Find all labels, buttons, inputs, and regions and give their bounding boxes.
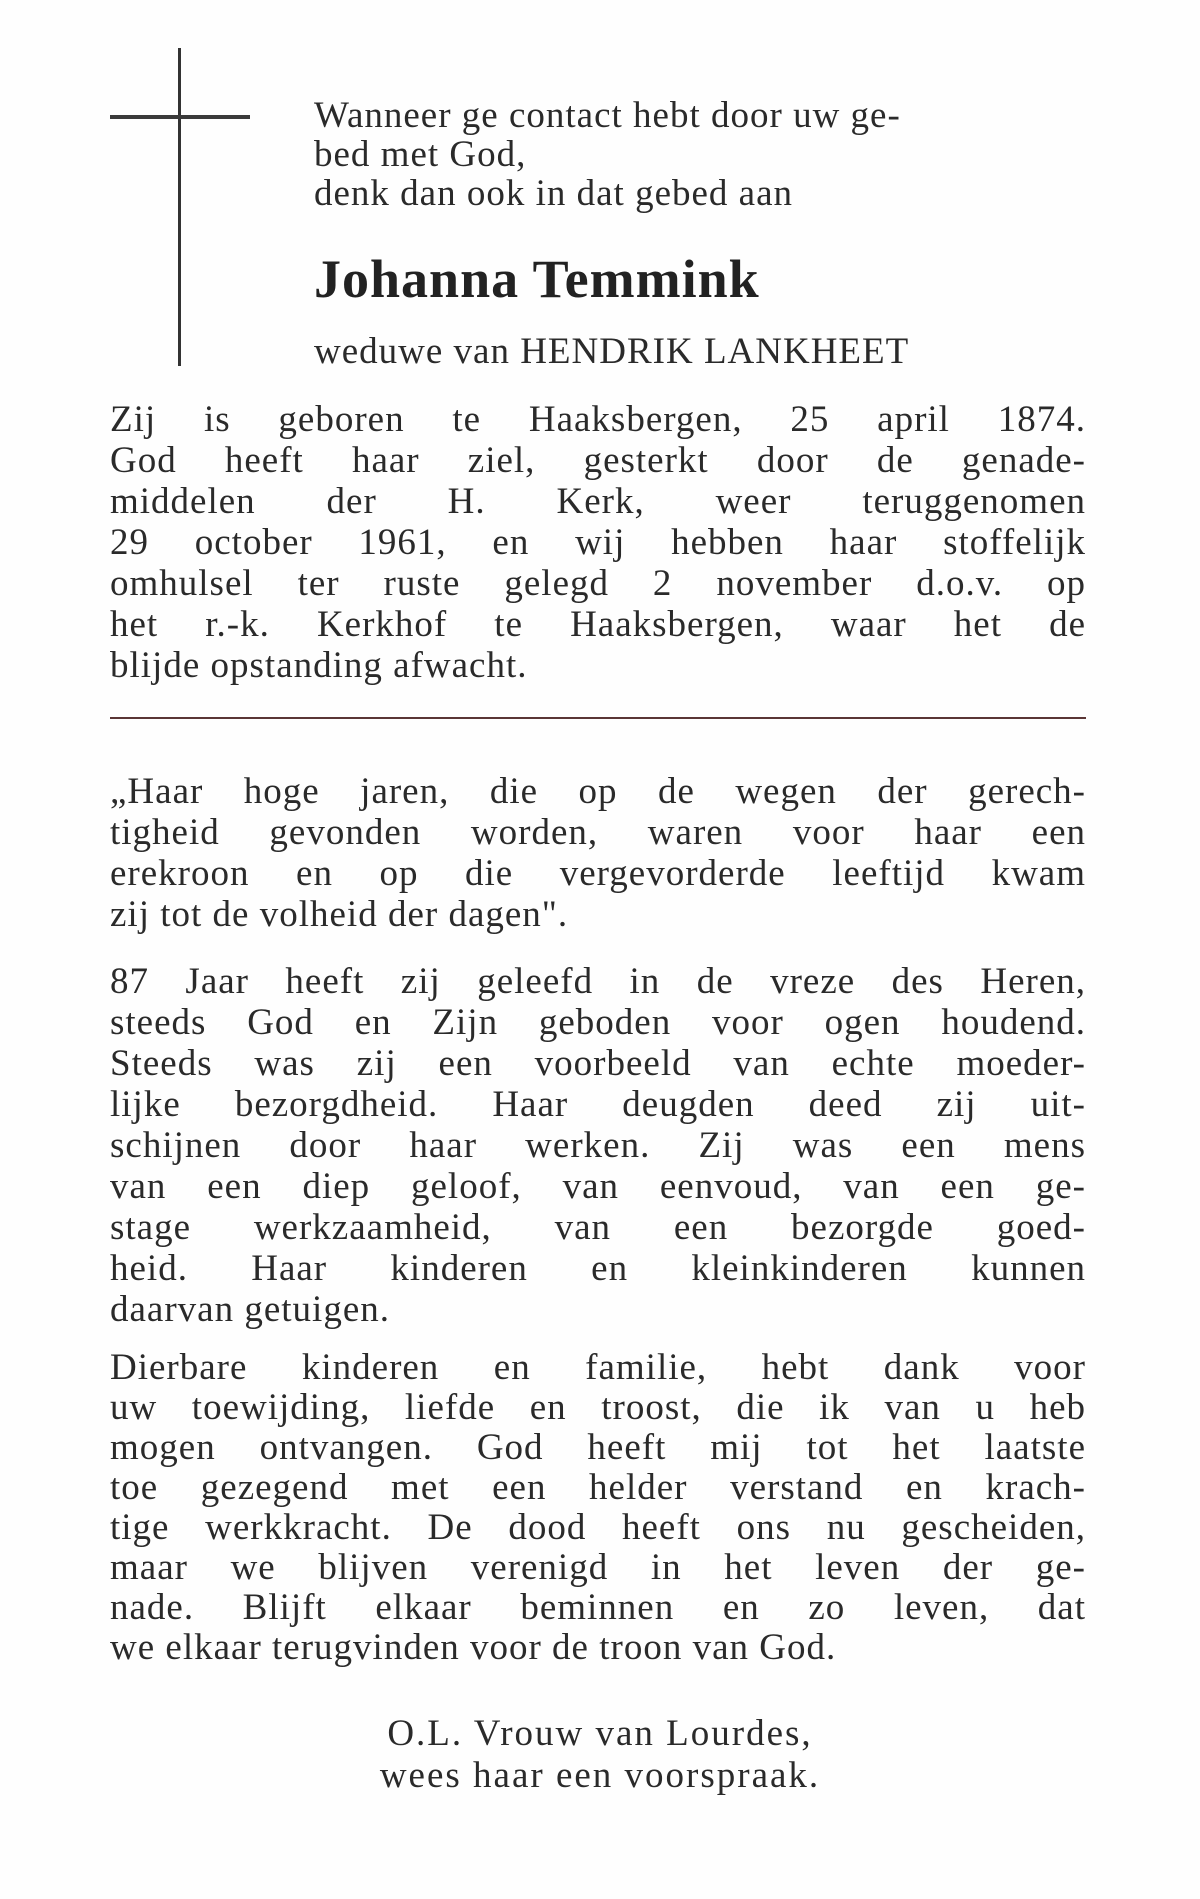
widow-of: weduwe van HENDRIK LANKHEET [314,331,910,372]
paragraph3-line: uw toewijding, liefde en troost, die ik van u heb [110,1387,1086,1428]
paragraph2-line: steeds God en Zijn geboden voor ogen houdend. [110,1002,1086,1043]
paragraph3-line: mogen ontvangen. God heeft mij tot het laatste [110,1427,1086,1468]
paragraph2-line: lijke bezorgdheid. Haar deugden deed zij uit- [110,1084,1086,1125]
paragraph1-line: Zij is geboren te Haaksbergen, 25 april 1874. [110,399,1086,440]
paragraph1-line: het r.-k. Kerkhof te Haaksbergen, waar het de [110,604,1086,645]
paragraph1-line: God heeft haar ziel, gesterkt door de genade- [110,440,1086,481]
paragraph1-line: omhulsel ter ruste gelegd 2 november d.o.v. op [110,563,1086,604]
closing-line: O.L. Vrouw van Lourdes, [387,1713,813,1754]
paragraph3-line: we elkaar terugvinden voor de troon van God. [110,1627,837,1668]
deceased-name: Johanna Temmink [314,249,760,309]
paragraph1-line: middelen der H. Kerk, weer teruggenomen [110,481,1086,522]
paragraph2-line: Steeds was zij een voorbeeld van echte moeder- [110,1043,1086,1084]
paragraph2-line: schijnen door haar werken. Zij was een mens [110,1125,1086,1166]
intro-line: bed met God, [314,134,527,175]
paragraph3-line: Dierbare kinderen en familie, hebt dank voor [110,1347,1086,1388]
quote-line: erekroon en op die vergevorderde leeftijd kwam [110,853,1086,894]
paragraph1-line: 29 october 1961, en wij hebben haar stoffelijk [110,522,1086,563]
paragraph3-line: nade. Blijft elkaar beminnen en zo leven, dat [110,1587,1086,1628]
paragraph3-line: maar we blijven verenigd in het leven der ge- [110,1547,1086,1588]
paragraph2-line: van een diep geloof, van eenvoud, van een ge- [110,1166,1086,1207]
divider [110,717,1086,719]
paragraph2-line: daarvan getuigen. [110,1289,390,1330]
paragraph3-line: toe gezegend met een helder verstand en krach- [110,1467,1086,1508]
paragraph2-line: stage werkzaamheid, van een bezorgde goed- [110,1207,1086,1248]
quote-line: zij tot de volheid der dagen". [110,894,569,935]
cross-icon-bar [110,115,250,119]
paragraph3-line: tige werkkracht. De dood heeft ons nu gescheiden, [110,1507,1086,1548]
quote-line: tigheid gevonden worden, waren voor haar een [110,812,1086,853]
intro-line: denk dan ook in dat gebed aan [314,173,794,214]
cross-icon [178,48,181,366]
paragraph2-line: heid. Haar kinderen en kleinkinderen kunnen [110,1248,1086,1289]
paragraph2-line: 87 Jaar heeft zij geleefd in de vreze des Heren, [110,961,1086,1002]
paragraph1-line: blijde opstanding afwacht. [110,645,528,686]
quote-line: „Haar hoge jaren, die op de wegen der gerech- [110,771,1086,812]
closing-line: wees haar een voorspraak. [379,1755,821,1796]
intro-line: Wanneer ge contact hebt door uw ge- [314,95,901,136]
